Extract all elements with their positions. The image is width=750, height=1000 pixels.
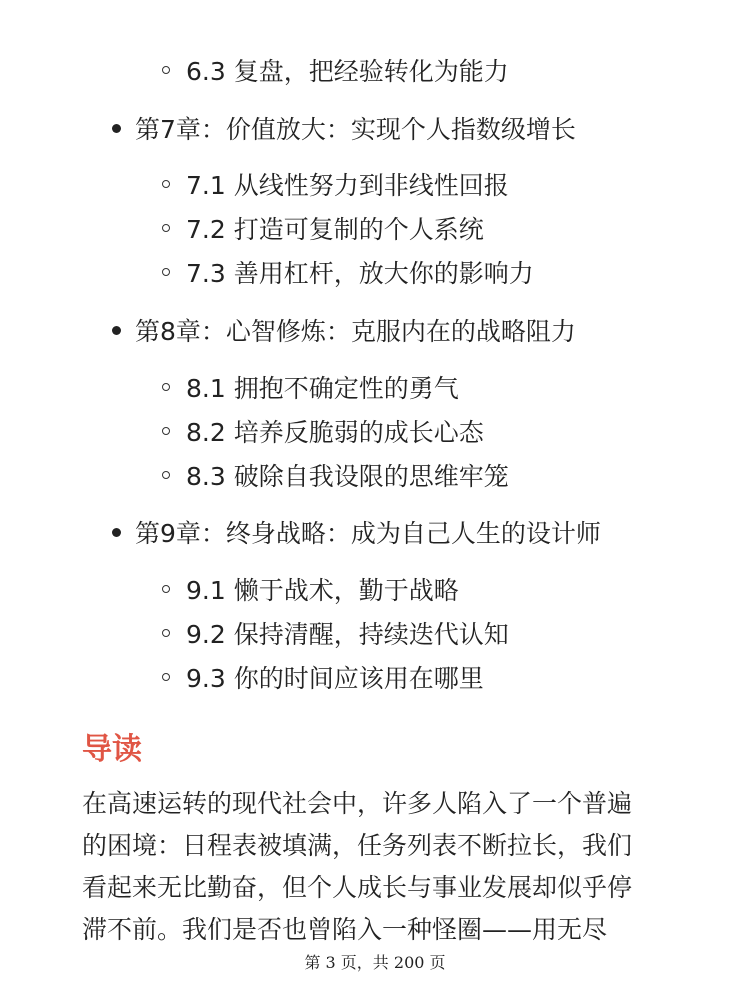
circle-bullet-icon [162,66,170,74]
intro-paragraph-line: 看起来无比勤奋，但个人成长与事业发展却似乎停 [82,873,633,902]
circle-bullet-icon [162,268,170,276]
toc-item-text: 第9章：终身战略：成为自己人生的设计师 [135,519,601,548]
toc-item-text: 8.1 拥抱不确定性的勇气 [186,374,459,403]
toc-section-9-2[interactable] [162,616,509,650]
toc-item-text: 9.2 保持清醒，持续迭代认知 [186,620,509,649]
toc-section-6-3[interactable] [162,53,509,87]
section-heading-intro: 导读 [82,732,142,767]
toc-item-text: 8.3 破除自我设限的思维牢笼 [186,462,509,491]
toc-item-text: 7.1 从线性努力到非线性回报 [186,171,509,200]
toc-chapter-9[interactable] [112,515,601,549]
toc-item-text: 9.1 懒于战术，勤于战略 [186,576,459,605]
toc-section-7-1[interactable] [162,167,509,201]
toc-chapter-7[interactable] [112,111,576,145]
circle-bullet-icon [162,383,170,391]
page-number-footer: 第 3 页，共 200 页 [304,953,446,972]
intro-paragraph-line: 的困境：日程表被填满，任务列表不断拉长，我们 [82,831,633,860]
circle-bullet-icon [162,180,170,188]
intro-paragraph-line: 在高速运转的现代社会中，许多人陷入了一个普遍 [82,789,633,818]
toc-section-9-3[interactable] [162,660,484,694]
toc-chapter-8[interactable] [112,313,576,347]
toc-item-text: 7.2 打造可复制的个人系统 [186,215,484,244]
toc-section-9-1[interactable] [162,572,459,606]
toc-section-8-3[interactable] [162,458,509,492]
toc-section-7-2[interactable] [162,211,484,245]
circle-bullet-icon [162,629,170,637]
circle-bullet-icon [162,427,170,435]
toc-section-8-1[interactable] [162,370,459,404]
circle-bullet-icon [162,471,170,479]
toc-item-text: 第7章：价值放大：实现个人指数级增长 [135,115,576,144]
toc-item-text: 第8章：心智修炼：克服内在的战略阻力 [135,317,576,346]
circle-bullet-icon [162,585,170,593]
circle-bullet-icon [162,224,170,232]
toc-section-8-2[interactable] [162,414,484,448]
circle-bullet-icon [162,673,170,681]
disc-bullet-icon [112,528,121,537]
disc-bullet-icon [112,124,121,133]
toc-item-text: 6.3 复盘，把经验转化为能力 [186,57,509,86]
toc-item-text: 8.2 培养反脆弱的成长心态 [186,418,484,447]
toc-section-7-3[interactable] [162,255,534,289]
toc-item-text: 9.3 你的时间应该用在哪里 [186,664,484,693]
intro-paragraph-line: 滞不前。我们是否也曾陷入一种怪圈——用无尽 [82,915,608,944]
toc-item-text: 7.3 善用杠杆，放大你的影响力 [186,259,534,288]
disc-bullet-icon [112,326,121,335]
